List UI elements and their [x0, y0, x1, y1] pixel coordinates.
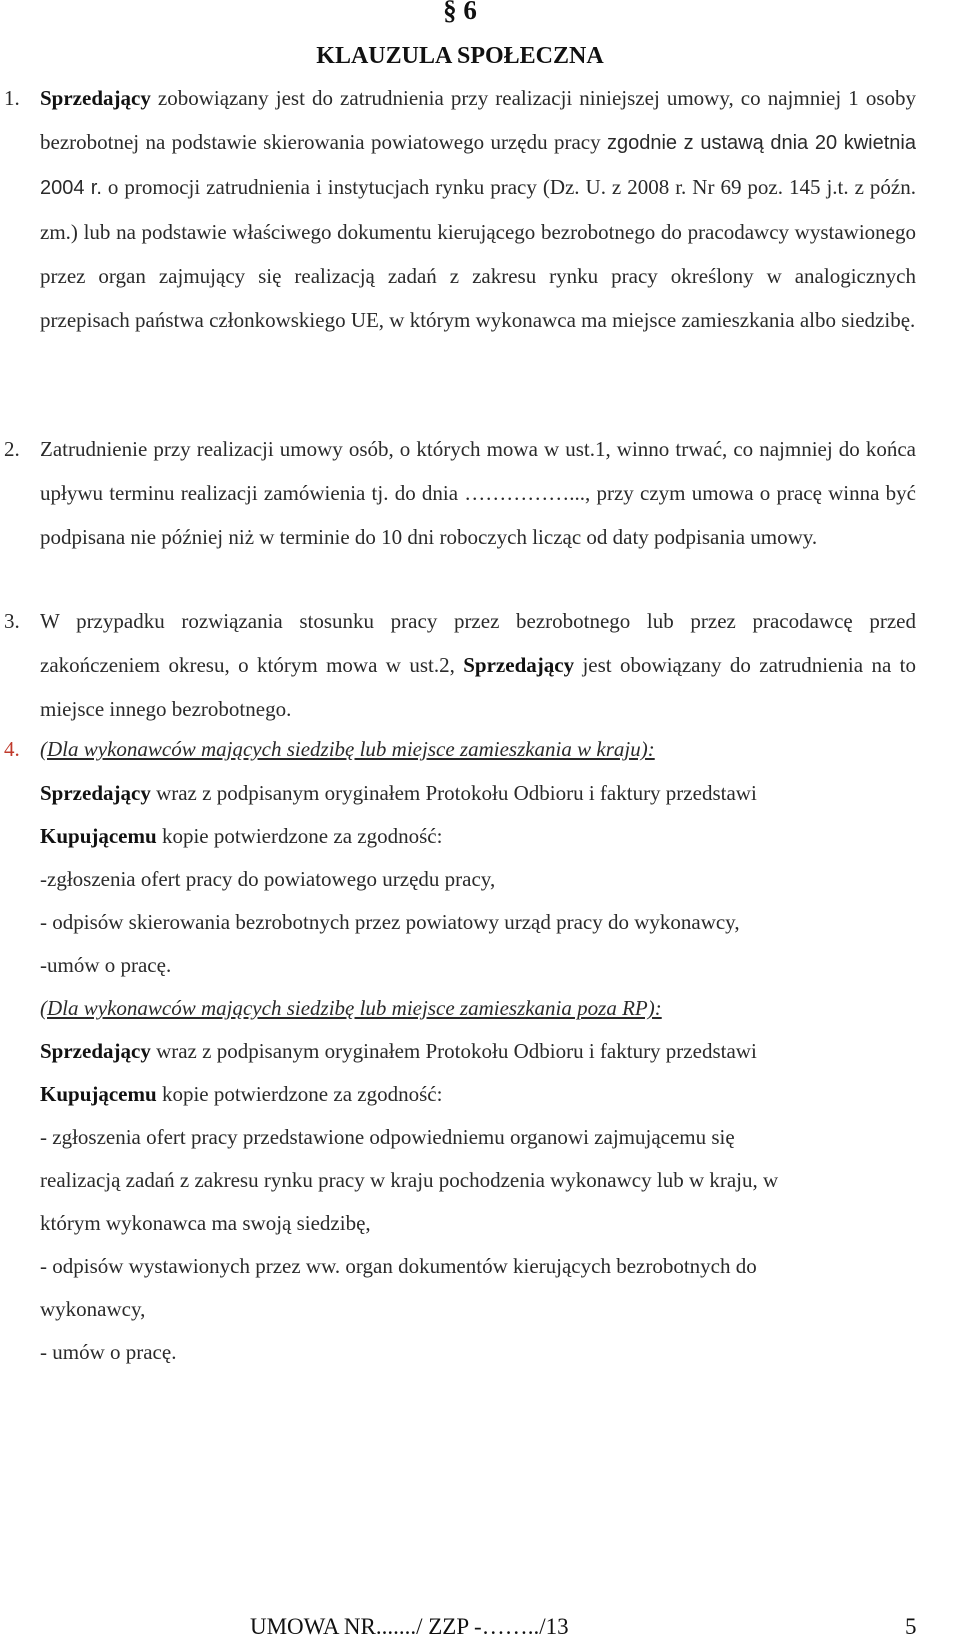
seller-term: Sprzedający [40, 1039, 151, 1063]
heading-text: (Dla wykonawców mających siedzibę lub miejsce zamieszkania poza RP): [40, 996, 662, 1020]
footer-contract-number: UMOWA NR......./ ZZP -……../13 [250, 1614, 569, 1639]
paragraph-number: 1. [4, 86, 20, 110]
line-text: kopie potwierdzone za zgodność: [156, 824, 443, 848]
domestic-heading [4, 727, 920, 771]
buyer-term: Kupującemu [40, 1082, 157, 1106]
line-text: wraz z podpisanym oryginałem Protokołu Odbioru i faktury przedstawi [150, 1039, 757, 1063]
paragraph-text: Zatrudnienie przy realizacji umowy osób, o których mowa w ust.1, winno trwać, co najmniej do końca upływu terminu realizacji zamówienia tj. do dnia ……………..., przy czym umowa o pracę winna być podpisana nie później niż w terminie do 10 dni roboczych licząc od daty podpisania umowy. [40, 437, 916, 549]
paragraph-text: W przypadku rozwiązania stosunku pracy przez bezrobotnego lub przez pracodawcę przed zakończeniem okresu, o którym mowa w ust.2, [40, 609, 916, 677]
line-text: wraz z podpisanym oryginałem Protokołu Odbioru i faktury przedstawi [150, 781, 757, 805]
seller-term: Sprzedający [40, 86, 151, 110]
section-title: KLAUZULA SPOŁECZNA [316, 43, 604, 69]
line-text: kopie potwierdzone za zgodność: [156, 1082, 443, 1106]
foreign-line-1 [40, 1029, 920, 1073]
list-item: realizacją zadań z zakresu rynku pracy w kraju pochodzenia wykonawcy lub w kraju, w [40, 1168, 779, 1192]
heading-text: (Dla wykonawców mających siedzibę lub miejsce zamieszkania w kraju): [40, 737, 655, 761]
list-item: - odpisów wystawionych przez ww. organ dokumentów kierujących bezrobotnych do [40, 1254, 757, 1278]
paragraph-text: zobowiązany jest do zatrudnienia przy realizacji niniejszej umowy, co najmniej 1 osoby bezrobotnej na podstawie skierowania powiatowego urzędu pracy [40, 86, 916, 154]
section-mark: § 6 [443, 0, 477, 25]
page-number: 5 [905, 1614, 917, 1639]
paragraph-1 [4, 76, 916, 342]
foreign-heading [40, 986, 920, 1030]
domestic-line-1 [40, 771, 920, 815]
paragraph-2 [4, 427, 916, 559]
list-item: - zgłoszenia ofert pracy przedstawione odpowiedniemu organowi zajmującemu się [40, 1125, 735, 1149]
seller-term: Sprzedający [40, 781, 151, 805]
list-item: którym wykonawca ma swoją siedzibę, [40, 1211, 371, 1235]
foreign-line-2 [40, 1072, 920, 1116]
list-item: wykonawcy, [40, 1297, 146, 1321]
paragraph-text-sans: zgodnie z ustawą dnia 20 kwietnia 2004 r. [40, 132, 916, 199]
paragraph-number: 2. [4, 437, 20, 461]
paragraph-number: 3. [4, 609, 20, 633]
paragraph-number: 4. [4, 737, 20, 761]
list-item: -zgłoszenia ofert pracy do powiatowego urzędu pracy, [40, 867, 496, 891]
list-item: - umów o pracę. [40, 1340, 177, 1364]
buyer-term: Kupującemu [40, 824, 157, 848]
paragraph-3 [4, 599, 916, 731]
paragraph-text: o promocji zatrudnienia i instytucjach rynku pracy (Dz. U. z 2008 r. Nr 69 poz. 145 j.t. z późn. zm.) lub na podstawie właściwego dokumentu kierującego bezrobotnego do pracodawcy wystawionego przez organ zajmujący się realizacją zadań z zakresu rynku pracy określony w analogicznych przepisach państwa członkowskiego UE, w którym wykonawca ma miejsce zamieszkania albo siedzibę. [40, 175, 916, 332]
domestic-line-2 [40, 814, 920, 858]
list-item: -umów o pracę. [40, 953, 172, 977]
paragraph-text: jest obowiązany do zatrudnienia na to miejsce innego bezrobotnego. [40, 653, 916, 721]
seller-term: Sprzedający [463, 653, 575, 677]
list-item: - odpisów skierowania bezrobotnych przez powiatowy urząd pracy do wykonawcy, [40, 910, 740, 934]
